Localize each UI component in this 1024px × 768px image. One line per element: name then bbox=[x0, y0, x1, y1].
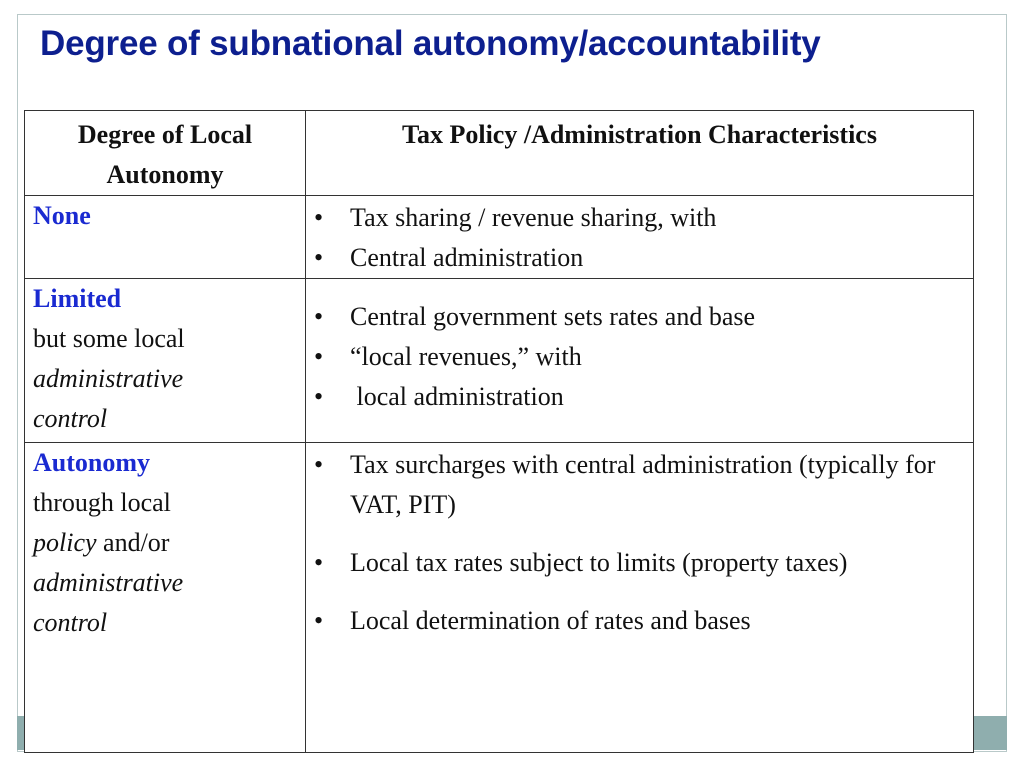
characteristics-list bbox=[306, 443, 973, 641]
level-description-italic: administrative bbox=[33, 364, 184, 393]
table-row-none bbox=[25, 196, 974, 279]
characteristics-cell bbox=[306, 279, 974, 443]
autonomy-table bbox=[24, 110, 974, 753]
level-cell bbox=[25, 443, 306, 753]
level-description-italic: administrative bbox=[33, 568, 184, 597]
table-row-limited bbox=[25, 279, 974, 443]
level-description-mixed bbox=[33, 523, 299, 563]
level-description-italic: control bbox=[33, 404, 108, 433]
list-item: • local administration bbox=[306, 377, 963, 417]
list-item: • Local determination of rates and bases bbox=[306, 601, 963, 641]
policy-text: policy bbox=[33, 528, 97, 557]
characteristics-list bbox=[306, 279, 973, 417]
level-description: through local bbox=[33, 488, 171, 517]
characteristics-cell bbox=[306, 443, 974, 753]
table-header-row bbox=[25, 111, 974, 196]
list-item: • Tax surcharges with central administration (typically for VAT, PIT) bbox=[306, 445, 963, 525]
level-description-italic: control bbox=[33, 608, 108, 637]
header-characteristics: Tax Policy /Administration Characteristics bbox=[306, 111, 974, 196]
slide-title: Degree of subnational autonomy/accountability bbox=[40, 24, 821, 63]
list-item: • Central government sets rates and base bbox=[306, 297, 963, 337]
level-cell bbox=[25, 279, 306, 443]
characteristics-list bbox=[306, 196, 973, 278]
level-label: None bbox=[33, 201, 91, 230]
level-label: Limited bbox=[33, 284, 122, 313]
header-degree: Degree of Local Autonomy bbox=[25, 111, 306, 196]
level-label: Autonomy bbox=[33, 448, 151, 477]
list-item: • Central administration bbox=[306, 238, 963, 278]
list-item: • Tax sharing / revenue sharing, with bbox=[306, 198, 963, 238]
table-row-autonomy bbox=[25, 443, 974, 753]
andor-text: and/or bbox=[96, 528, 170, 557]
list-item: • Local tax rates subject to limits (property taxes) bbox=[306, 543, 963, 583]
level-cell bbox=[25, 196, 306, 279]
list-item: • “local revenues,” with bbox=[306, 337, 963, 377]
characteristics-cell bbox=[306, 196, 974, 279]
level-description: but some local bbox=[33, 324, 185, 353]
